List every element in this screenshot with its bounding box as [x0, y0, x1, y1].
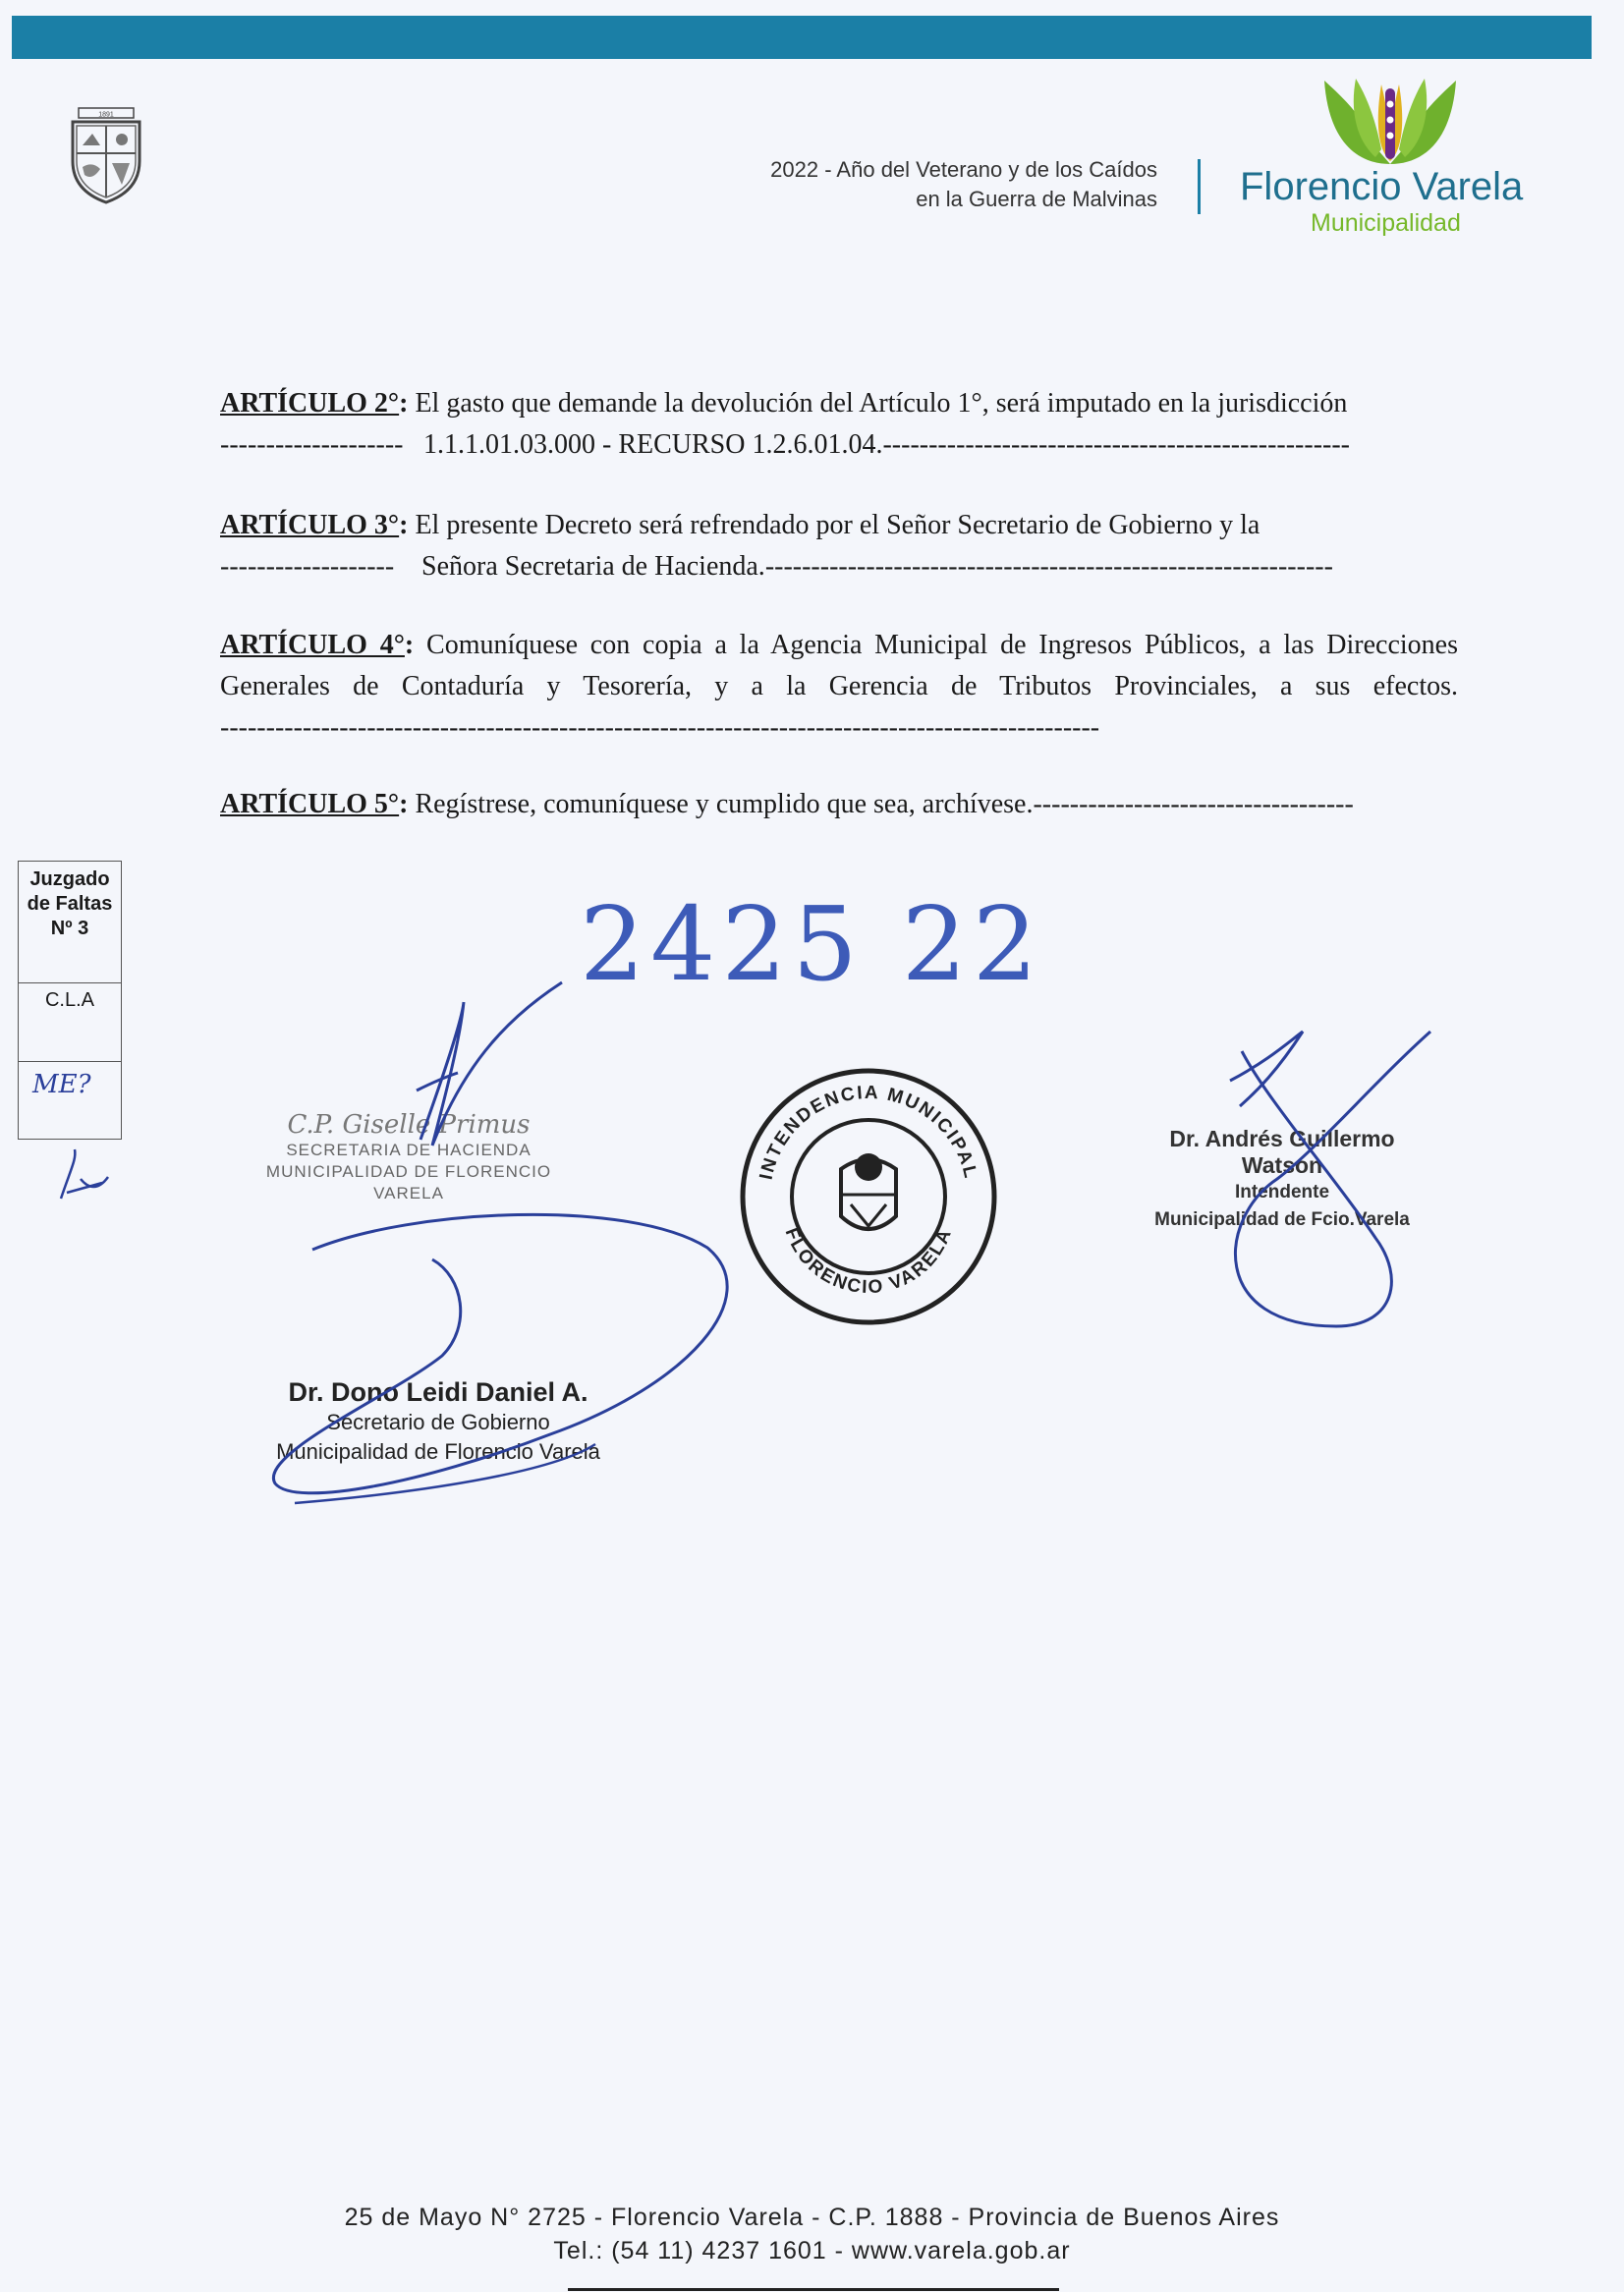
crest-year: 1891	[98, 111, 114, 119]
routing-box-handwritten: ME?	[32, 1070, 91, 1099]
dash-fill: -------------------	[220, 551, 395, 582]
seal-bottom-text: FLORENCIO VARELA	[780, 1224, 957, 1299]
motto-line-2: en la Guerra de Malvinas	[916, 187, 1157, 211]
article-text: Regístrese, comuníquese y cumplido que sea, archívese.	[408, 789, 1034, 819]
dash-fill: -----------------------------------	[1033, 789, 1354, 819]
header-motto	[589, 155, 1157, 214]
article-3	[220, 505, 1458, 587]
signer-name: Dr. Andrés Guillermo Watson	[1169, 1126, 1395, 1178]
logo-name: Florencio Varela	[1240, 165, 1524, 208]
article-5	[220, 784, 1458, 825]
article-label: ARTÍCULO 5°	[220, 789, 400, 819]
decree-number-stamp: 2425 22	[580, 884, 1044, 1004]
motto-line-1: 2022 - Año del Veterano y de los Caídos	[770, 157, 1157, 182]
signer-title: SECRETARIA DE HACIENDA	[286, 1141, 532, 1159]
dash-fill: --------------------------------------------------------------	[764, 551, 1333, 582]
article-text: El gasto que demande la devolución del Artículo 1°, será imputado en la jurisdicción	[408, 388, 1348, 419]
article-separator: :	[404, 630, 415, 660]
svg-text:FLORENCIO VARELA	[781, 1225, 957, 1298]
article-label: ARTÍCULO 4°	[220, 630, 405, 660]
page-footer	[196, 2201, 1428, 2267]
article-separator: :	[399, 388, 409, 419]
florencio-varela-logo-icon	[1316, 71, 1464, 169]
signer-institution: MUNICIPALIDAD DE FLORENCIO VARELA	[265, 1162, 552, 1202]
signature-block-leidi	[271, 1377, 605, 1467]
header-accent-bar	[12, 16, 1592, 59]
dash-fill: --------------------	[220, 429, 404, 460]
signer-title: Secretario de Gobierno	[326, 1410, 550, 1434]
footer-rule	[568, 2288, 1059, 2291]
article-2	[220, 383, 1458, 466]
signature-block-watson	[1130, 1126, 1434, 1234]
signer-title: Intendente	[1234, 1182, 1330, 1202]
article-separator: :	[399, 510, 409, 540]
footer-contact: Tel.: (54 11) 4237 1601 - www.varela.gob.ar	[553, 2237, 1071, 2264]
article-continuation: Señora Secretaria de Hacienda.	[415, 551, 765, 582]
article-label: ARTÍCULO 3°	[220, 510, 400, 540]
article-text: El presente Decreto será refrendado por el Señor Secretario de Gobierno y la	[408, 510, 1260, 540]
signer-institution: Municipalidad de Florencio Varela	[276, 1439, 600, 1464]
signer-name: Dr. Dono Leidi Daniel A.	[288, 1377, 588, 1407]
article-separator: :	[399, 789, 409, 819]
article-4	[220, 625, 1458, 749]
logo-subtitle: Municipalidad	[1311, 209, 1461, 237]
signer-name: C.P. Giselle Primus	[287, 1110, 531, 1140]
signature-block-primus	[232, 1110, 586, 1204]
budget-code: 1.1.1.01.03.000 - RECURSO 1.2.6.01.04.	[417, 429, 883, 460]
article-text: Comuníquese con copia a la Agencia Municipal de Ingresos Públicos, a las Direcciones Generales de Contaduría y Tesorería, y a la Gerencia de Tributos Provinciales, a sus efectos.	[220, 630, 1458, 701]
official-seal-icon	[731, 1059, 1006, 1334]
dash-fill: ------------------------------------------------------------------------------------------------	[220, 712, 1100, 743]
header-divider	[1198, 159, 1201, 214]
municipal-crest-icon	[67, 106, 145, 204]
routing-box	[18, 861, 122, 1140]
dash-fill: ---------------------------------------------------	[882, 429, 1351, 460]
footer-address: 25 de Mayo N° 2725 - Florencio Varela - C.P. 1888 - Provincia de Buenos Aires	[344, 2204, 1280, 2231]
routing-box-code: C.L.A	[19, 983, 121, 1062]
signer-institution: Municipalidad de Fcio.Varela	[1154, 1209, 1410, 1230]
routing-box-title: Juzgado de Faltas Nº 3	[19, 862, 121, 983]
article-label: ARTÍCULO 2°	[220, 388, 400, 419]
seal-top-text: INTENDENCIA MUNICIPAL	[756, 1082, 981, 1182]
